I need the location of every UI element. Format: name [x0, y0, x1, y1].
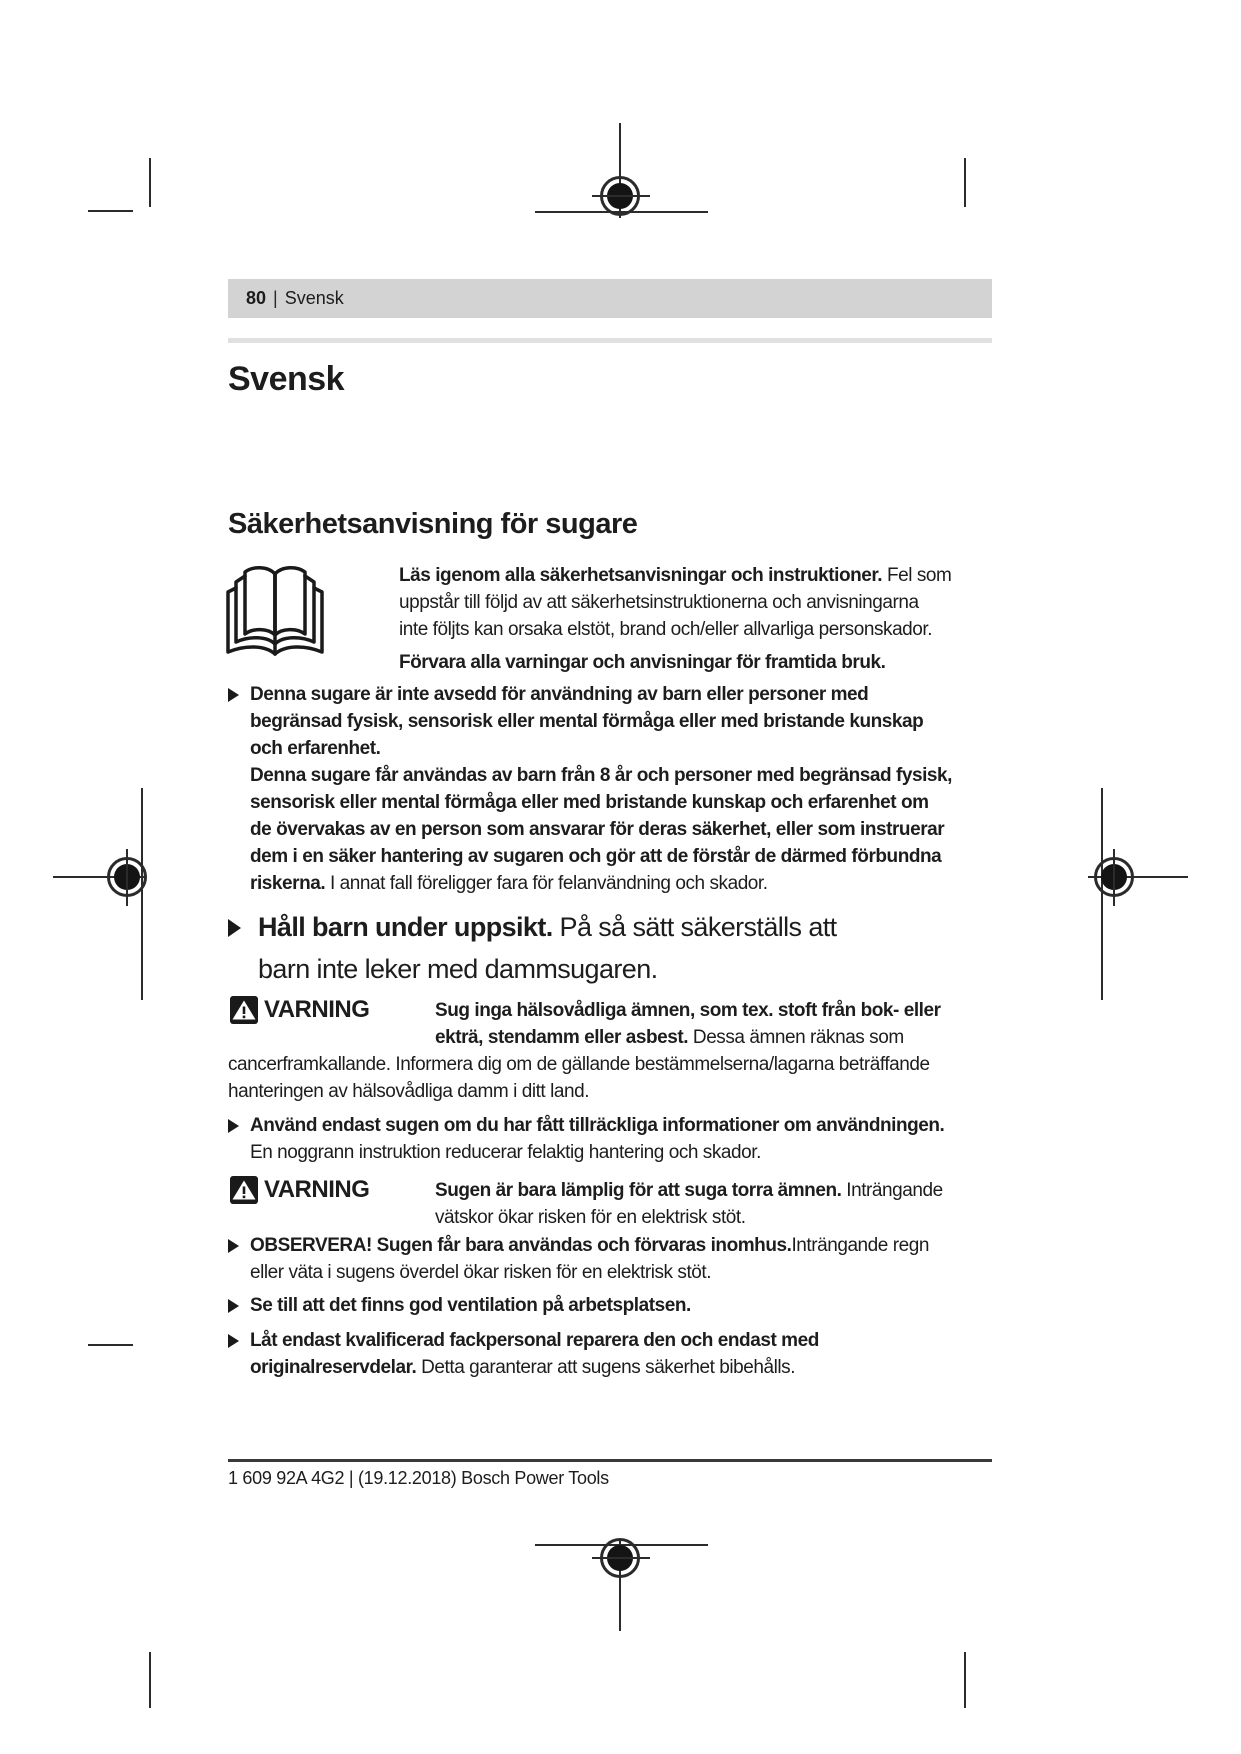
warning-triangle-icon: [230, 1176, 258, 1204]
text-line: uppstår till följd av att säkerhetsinstruktionerna och anvisningarna: [399, 592, 919, 613]
page-header-bar: [228, 279, 992, 318]
text-line: cancerframkallande. Informera dig om de gällande bestämmelserna/lagarna beträffande: [228, 1054, 930, 1075]
text-line: begränsad fysisk, sensorisk eller mental förmåga eller med bristande kunskap: [250, 711, 924, 732]
warning-label: VARNING: [264, 1176, 370, 1203]
text-line: Sug inga hälsovådliga ämnen, som tex. stoft från bok- eller: [435, 1000, 941, 1021]
text-line: Denna sugare är inte avsedd för användning av barn eller personer med: [250, 684, 869, 705]
text-line: Använd endast sugen om du har fått tillräckliga informationer om användningen.: [250, 1115, 945, 1136]
text-line: Sugen är bara lämplig för att suga torra ämnen. Inträngande: [435, 1180, 943, 1201]
text-line: riskerna. I annat fall föreligger fara för felanvändning och skador.: [250, 873, 768, 894]
crop-mark-bottom-right-vertical: [964, 1652, 966, 1708]
warning-text-fullwidth: [228, 1051, 930, 1105]
text-line: dem i en säker hantering av sugaren och gör att de förstår de därmed förbundna: [250, 846, 942, 867]
arrow-bullet-icon: [228, 1299, 239, 1313]
text-line: Denna sugare får användas av barn från 8 år och personer med begränsad fysisk,: [250, 765, 952, 786]
crop-mark-top-right-vertical: [964, 158, 966, 207]
header-language: Svensk: [284, 288, 344, 308]
open-book-icon: [225, 562, 325, 660]
page-number: 80: [246, 288, 267, 308]
header-separator: |: [273, 288, 278, 308]
bullet-item-large: [258, 906, 837, 990]
arrow-bullet-icon: [228, 1334, 239, 1348]
bullet-item: [250, 1232, 929, 1286]
text-line: Låt endast kvalificerad fackpersonal reparera den och endast med: [250, 1330, 819, 1351]
section-heading: Säkerhetsanvisning för sugare: [228, 508, 638, 540]
text-line: eller väta i sugens överdel ökar risken för en elektrisk stöt.: [250, 1262, 712, 1283]
text-line: Håll barn under uppsikt. På så sätt säkerställs att: [258, 912, 837, 942]
footer-rule: [228, 1459, 992, 1462]
text-line: de övervakas av en person som ansvarar för deras säkerhet, eller som instruerar: [250, 819, 945, 840]
text-line: Se till att det finns god ventilation på arbetsplatsen.: [250, 1295, 691, 1316]
arrow-bullet-icon: [228, 1239, 239, 1253]
text-line: vätskor ökar risken för en elektrisk stöt.: [435, 1207, 746, 1228]
bullet-item: [250, 1112, 944, 1166]
arrow-bullet-icon: [228, 1119, 239, 1133]
crop-mark-bottom-left-horizontal: [88, 1344, 133, 1346]
footer-text: 1 609 92A 4G2 | (19.12.2018) Bosch Power Tools: [228, 1468, 609, 1488]
warning-triangle-icon: [230, 996, 258, 1024]
crop-mark-top-left-vertical: [149, 158, 151, 207]
text-line: ekträ, stendamm eller asbest. Dessa ämnen räknas som: [435, 1027, 904, 1048]
text-line: originalreservdelar. Detta garanterar att sugens säkerhet bibehålls.: [250, 1357, 796, 1378]
crop-mark-top-left-horizontal: [88, 210, 133, 212]
page-title: Svensk: [228, 360, 345, 398]
header-divider: [228, 338, 992, 343]
text-line: hanteringen av hälsovådliga damm i ditt land.: [228, 1081, 590, 1102]
text-line: inte följts kan orsaka elstöt, brand och/eller allvarliga personskador.: [399, 619, 933, 640]
intro-paragraph: [399, 562, 951, 676]
text-line: En noggrann instruktion reducerar felaktig hantering och skador.: [250, 1142, 761, 1163]
text-line: sensorisk eller mental förmåga eller med bristande kunskap och erfarenhet om: [250, 792, 929, 813]
text-line: barn inte leker med dammsugaren.: [258, 954, 658, 984]
arrow-bullet-icon: [228, 919, 241, 937]
text-line: och erfarenhet.: [250, 738, 381, 759]
text-line: Läs igenom alla säkerhetsanvisningar och instruktioner. Fel som: [399, 565, 952, 586]
arrow-bullet-icon: [228, 688, 239, 702]
warning-label: VARNING: [264, 996, 370, 1023]
text-line: Förvara alla varningar och anvisningar för framtida bruk.: [399, 652, 886, 673]
warning-text-column: [435, 997, 941, 1051]
bullet-item: [250, 681, 952, 897]
bullet-item: [250, 1292, 691, 1319]
crop-mark-bottom-left-vertical: [149, 1652, 151, 1708]
text-line: OBSERVERA! Sugen får bara användas och förvaras inomhus.Inträngande regn: [250, 1235, 929, 1256]
bullet-item: [250, 1327, 819, 1381]
warning-text-column: [435, 1177, 943, 1231]
